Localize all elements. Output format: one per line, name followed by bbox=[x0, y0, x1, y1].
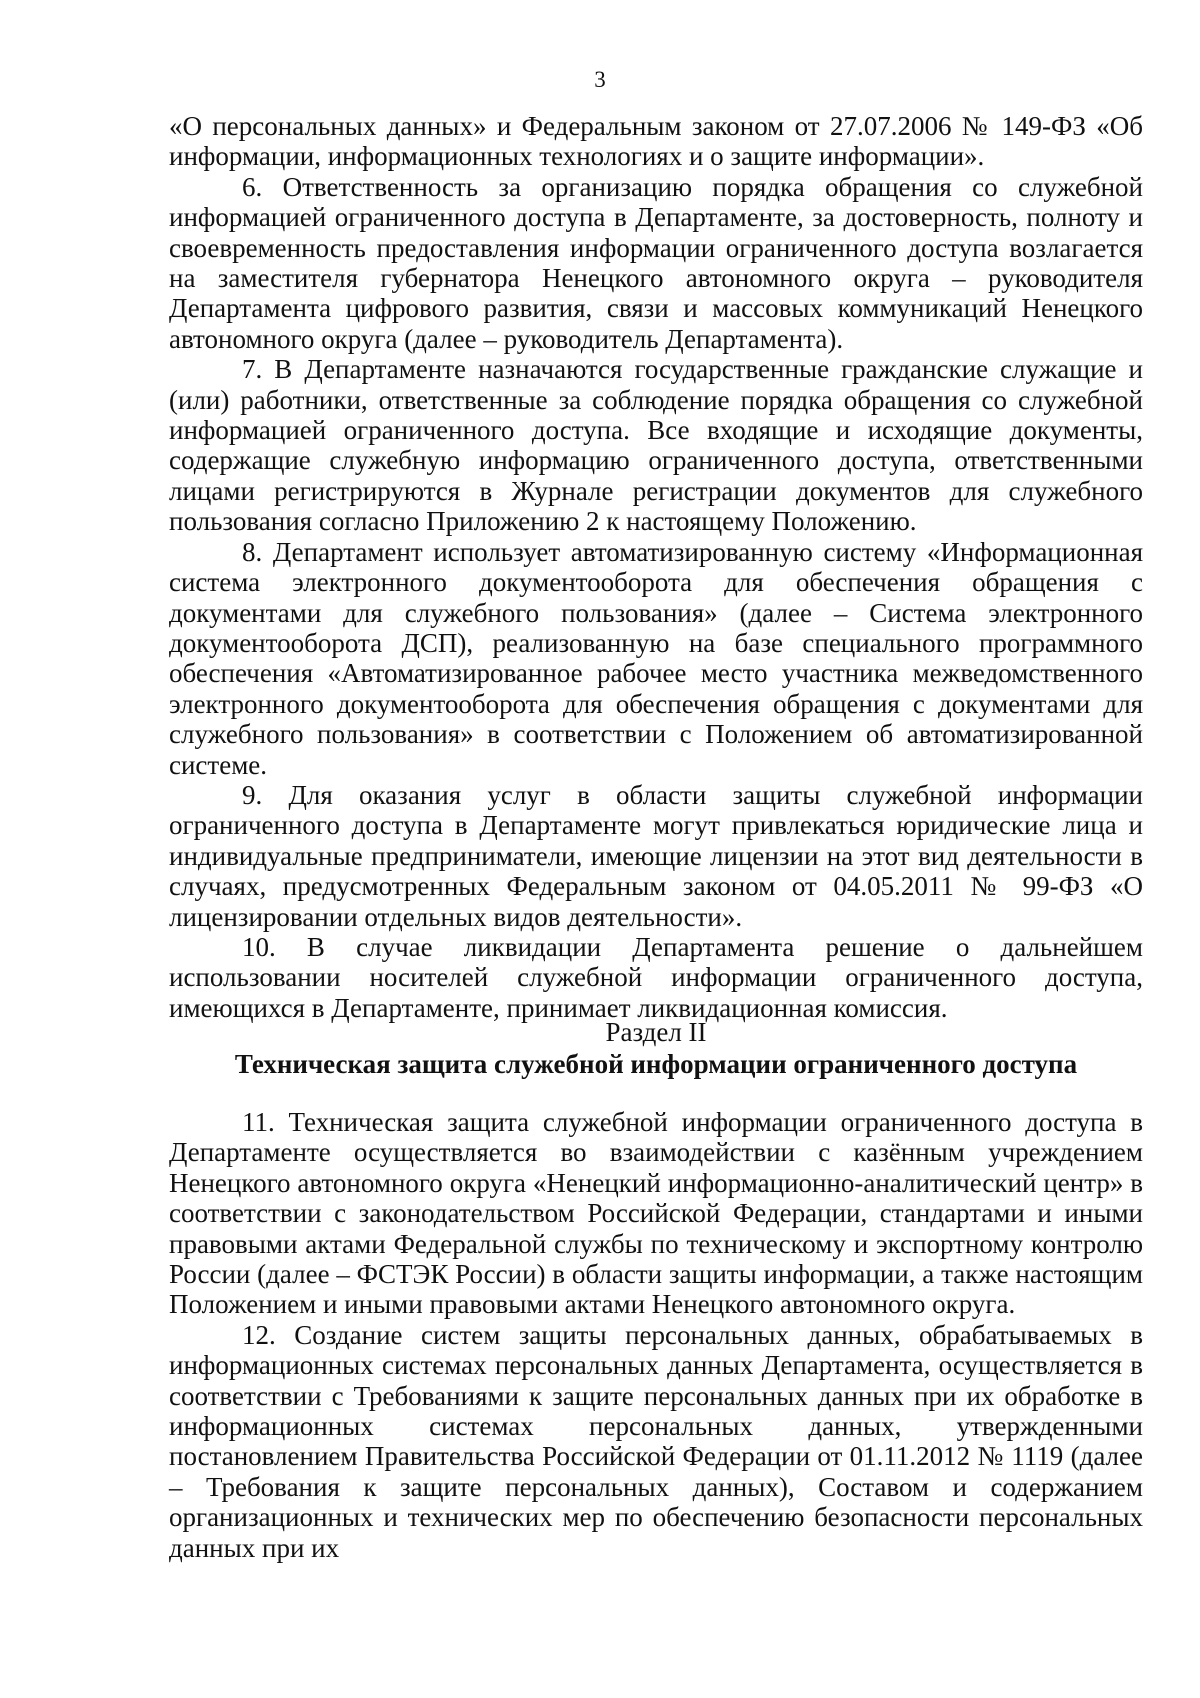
paragraph-6: 6. Ответственность за организацию порядка обращения со служебной информацией ограниченного доступа в Департаменте, за достоверность, полноту и своевременность предоставления информации ограниченного доступа возлагается на заместителя губернатора Ненецкого автономного округа – руководителя Департамента цифрового развития, связи и массовых коммуникаций Ненецкого автономного округа (далее – руководитель Департамента). bbox=[169, 171, 1143, 354]
paragraph-10: 10. В случае ликвидации Департамента решение о дальнейшем использовании носителей служебной информации ограниченного доступа, имеющихся в Департаменте, принимает ликвидационная комиссия. bbox=[169, 931, 1143, 1023]
page-number: 3 bbox=[594, 67, 606, 92]
body-text-before-section bbox=[169, 111, 1143, 1023]
body-text-after-section bbox=[169, 1107, 1143, 1563]
section-label: Раздел II bbox=[605, 1017, 707, 1047]
paragraph-11: 11. Техническая защита служебной информации ограниченного доступа в Департаменте осуществляется во взаимодействии с казённым учреждением Ненецкого автономного округа «Ненецкий информационно-аналитический центр» в соответствии с законодательством Российской Федерации, стандартами и иными правовыми актами Федеральной службы по техническому и экспортному контролю России (далее – ФСТЭК России) в области защиты информации, а также настоящим Положением и иными правовыми актами Ненецкого автономного округа. bbox=[169, 1107, 1143, 1320]
section-heading bbox=[169, 1016, 1143, 1080]
paragraph-7: 7. В Департаменте назначаются государственные гражданские служащие и (или) работники, ответственные за соблюдение порядка обращения со служебной информацией ограниченного доступа. Все входящие и исходящие документы, содержащие служебную информацию ограниченного доступа, ответственными лицами регистрируются в Журнале регистрации документов для служебного пользования согласно Приложению 2 к настоящему Положению. bbox=[169, 354, 1143, 537]
paragraph-5-continuation: «О персональных данных» и Федеральным законом от 27.07.2006 № 149-ФЗ «Об информации, информационных технологиях и о защите информации». bbox=[169, 111, 1143, 172]
paragraph-12: 12. Создание систем защиты персональных данных, обрабатываемых в информационных системах персональных данных Департамента, осуществляется в соответствии с Требованиями к защите персональных данных при их обработке в информационных системах персональных данных, утвержденными постановлением Правительства Российской Федерации от 01.11.2012 № 1119 (далее – Требования к защите персональных данных), Составом и содержанием организационных и технических мер по обеспечению безопасности персональных данных при их bbox=[169, 1319, 1143, 1563]
paragraph-9: 9. Для оказания услуг в области защиты служебной информации ограниченного доступа в Департаменте могут привлекаться юридические лица и индивидуальные предприниматели, имеющие лицензии на этот вид деятельности в случаях, предусмотренных Федеральным законом от 04.05.2011 № 99-ФЗ «О лицензировании отдельных видов деятельности». bbox=[169, 779, 1143, 932]
paragraph-8: 8. Департамент использует автоматизированную систему «Информационная система электронного документооборота для обеспечения обращения с документами для служебного пользования» (далее – Система электронного документооборота ДСП), реализованную на базе специального программного обеспечения «Автоматизированное рабочее место участника межведомственного электронного документооборота для обеспечения обращения с документами для служебного пользования» в соответствии с Положением об автоматизированной системе. bbox=[169, 536, 1143, 780]
section-title: Техническая защита служебной информации ограниченного доступа bbox=[234, 1049, 1078, 1079]
